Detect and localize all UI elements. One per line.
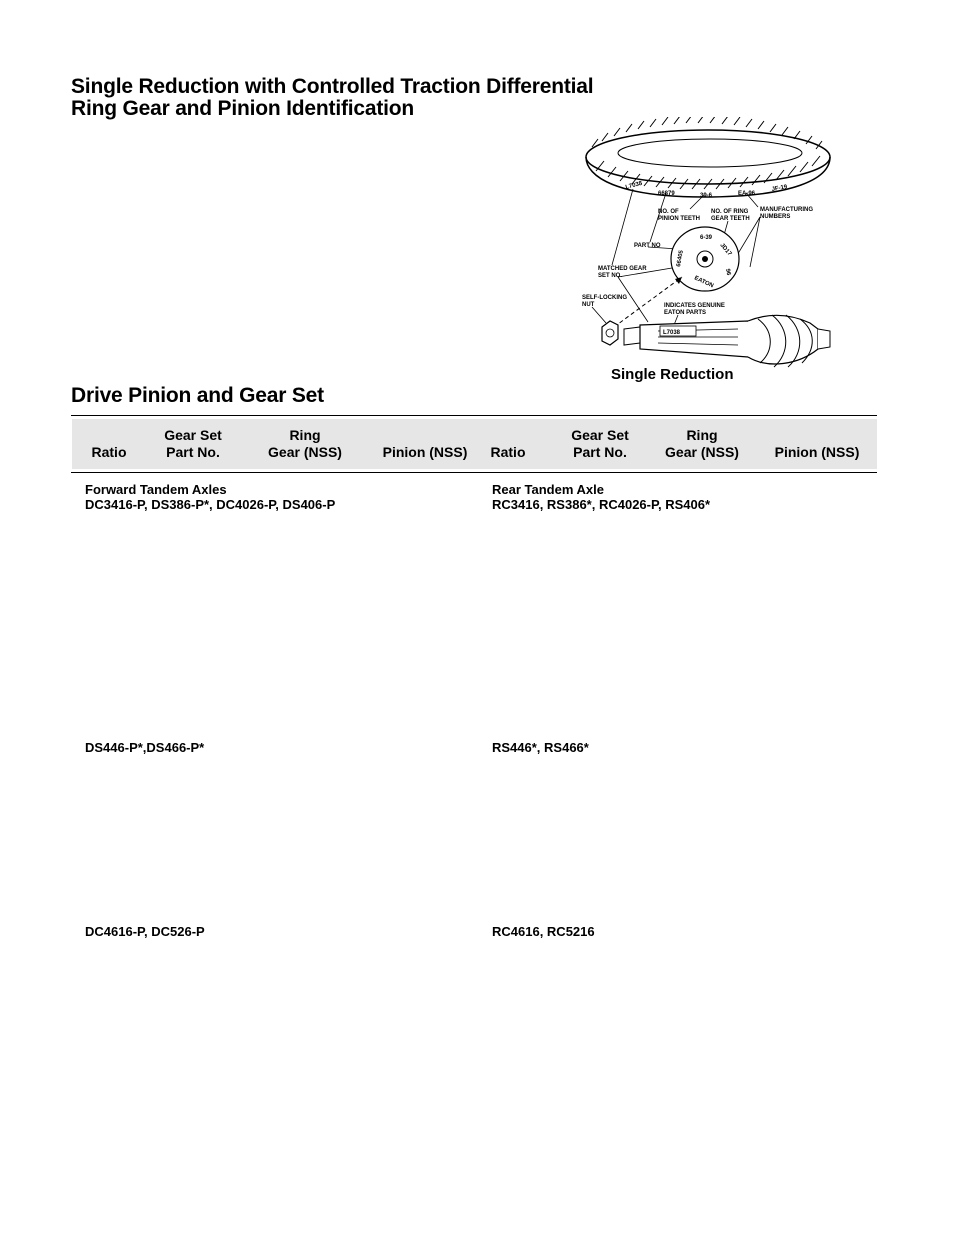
gear-mark-4: EA-96 xyxy=(738,191,756,197)
gear-mark-1: L7038 xyxy=(624,180,643,191)
callout-nut-2: NUT xyxy=(582,302,595,308)
callout-mfg-2: NUMBERS xyxy=(760,214,791,220)
callout-pinion-teeth-2: PINION TEETH xyxy=(658,216,701,222)
header-right-ring-line-2: Gear (NSS) xyxy=(665,444,739,460)
group-right-3: RC4616, RC5216 xyxy=(492,924,595,939)
ring-gear xyxy=(586,117,830,199)
group-rear-tandem-title: Rear Tandem Axle xyxy=(492,482,604,497)
gear-mark-5: JF-19 xyxy=(771,184,788,193)
group-left-2: DS446-P*,DS466-P* xyxy=(85,740,205,755)
page-title-line-2: Ring Gear and Pinion Identification xyxy=(71,97,415,120)
header-right-gearset-line-2: Part No. xyxy=(573,444,627,460)
header-right-pinion: Pinion (NSS) xyxy=(774,444,860,460)
header-right-ring-line-1: Ring xyxy=(686,427,718,443)
header-left-ring-line-2: Gear (NSS) xyxy=(268,444,342,460)
disc-mark-3: 66405 xyxy=(676,249,685,268)
header-left-ratio: Ratio xyxy=(91,444,127,460)
callout-mfg-1: MANUFACTURING xyxy=(760,207,813,213)
group-forward-tandem-title: Forward Tandem Axles xyxy=(85,482,227,497)
callout-matched-1: MATCHED GEAR xyxy=(598,266,647,272)
header-left-gearset-line-1: Gear Set xyxy=(164,427,222,443)
callout-nut-1: SELF-LOCKING xyxy=(582,295,627,301)
figure-caption: Single Reduction xyxy=(611,366,734,383)
callout-genuine-2: EATON PARTS xyxy=(664,310,707,316)
gear-mark-3: 39-6 xyxy=(700,193,713,199)
ring-gear-pinion-illustration xyxy=(578,117,840,375)
header-right-ring xyxy=(652,427,752,461)
page-title-line-1: Single Reduction with Controlled Traction Differential xyxy=(71,75,594,98)
self-locking-nut xyxy=(602,321,618,345)
disc-mark-4: EATON xyxy=(693,275,715,290)
callout-genuine-1: INDICATES GENUINE xyxy=(664,303,725,309)
disc-mark-2: JD17 xyxy=(718,242,733,258)
header-left-gearset xyxy=(148,427,238,461)
header-right-ratio: Ratio xyxy=(490,444,526,460)
page-title xyxy=(71,76,593,120)
group-rear-tandem xyxy=(492,482,710,512)
drive-pinion xyxy=(624,315,830,367)
group-right-2: RS446*, RS466* xyxy=(492,740,589,755)
group-left-3: DC4616-P, DC526-P xyxy=(85,924,205,939)
header-left-gearset-line-2: Part No. xyxy=(166,444,220,460)
pinion-face-disc xyxy=(671,227,739,291)
header-left-ring-line-1: Ring xyxy=(289,427,321,443)
disc-mark-1: 6-39 xyxy=(700,235,713,241)
pinion-mark: L7038 xyxy=(663,330,681,336)
header-right-gearset xyxy=(555,427,645,461)
section-title: Drive Pinion and Gear Set xyxy=(71,384,324,407)
callout-ring-teeth-1: NO. OF RING xyxy=(711,209,749,215)
callout-matched-2: SET NO. xyxy=(598,273,623,279)
group-forward-tandem xyxy=(85,482,335,512)
group-rear-tandem-models: RC3416, RS386*, RC4026-P, RS406* xyxy=(492,497,711,512)
header-left-pinion: Pinion (NSS) xyxy=(382,444,468,460)
table-header-rule xyxy=(71,472,877,473)
gear-mark-2: 66879 xyxy=(658,191,675,197)
callout-ring-teeth-2: GEAR TEETH xyxy=(711,216,750,222)
callout-pinion-teeth-1: NO. OF xyxy=(658,209,679,215)
callout-part-no: PART NO xyxy=(634,243,661,249)
group-forward-tandem-models: DC3416-P, DS386-P*, DC4026-P, DS406-P xyxy=(85,497,336,512)
disc-mark-5: 96 xyxy=(724,268,732,276)
header-left-ring xyxy=(255,427,355,461)
header-right-gearset-line-1: Gear Set xyxy=(571,427,629,443)
table-top-rule xyxy=(71,415,877,416)
